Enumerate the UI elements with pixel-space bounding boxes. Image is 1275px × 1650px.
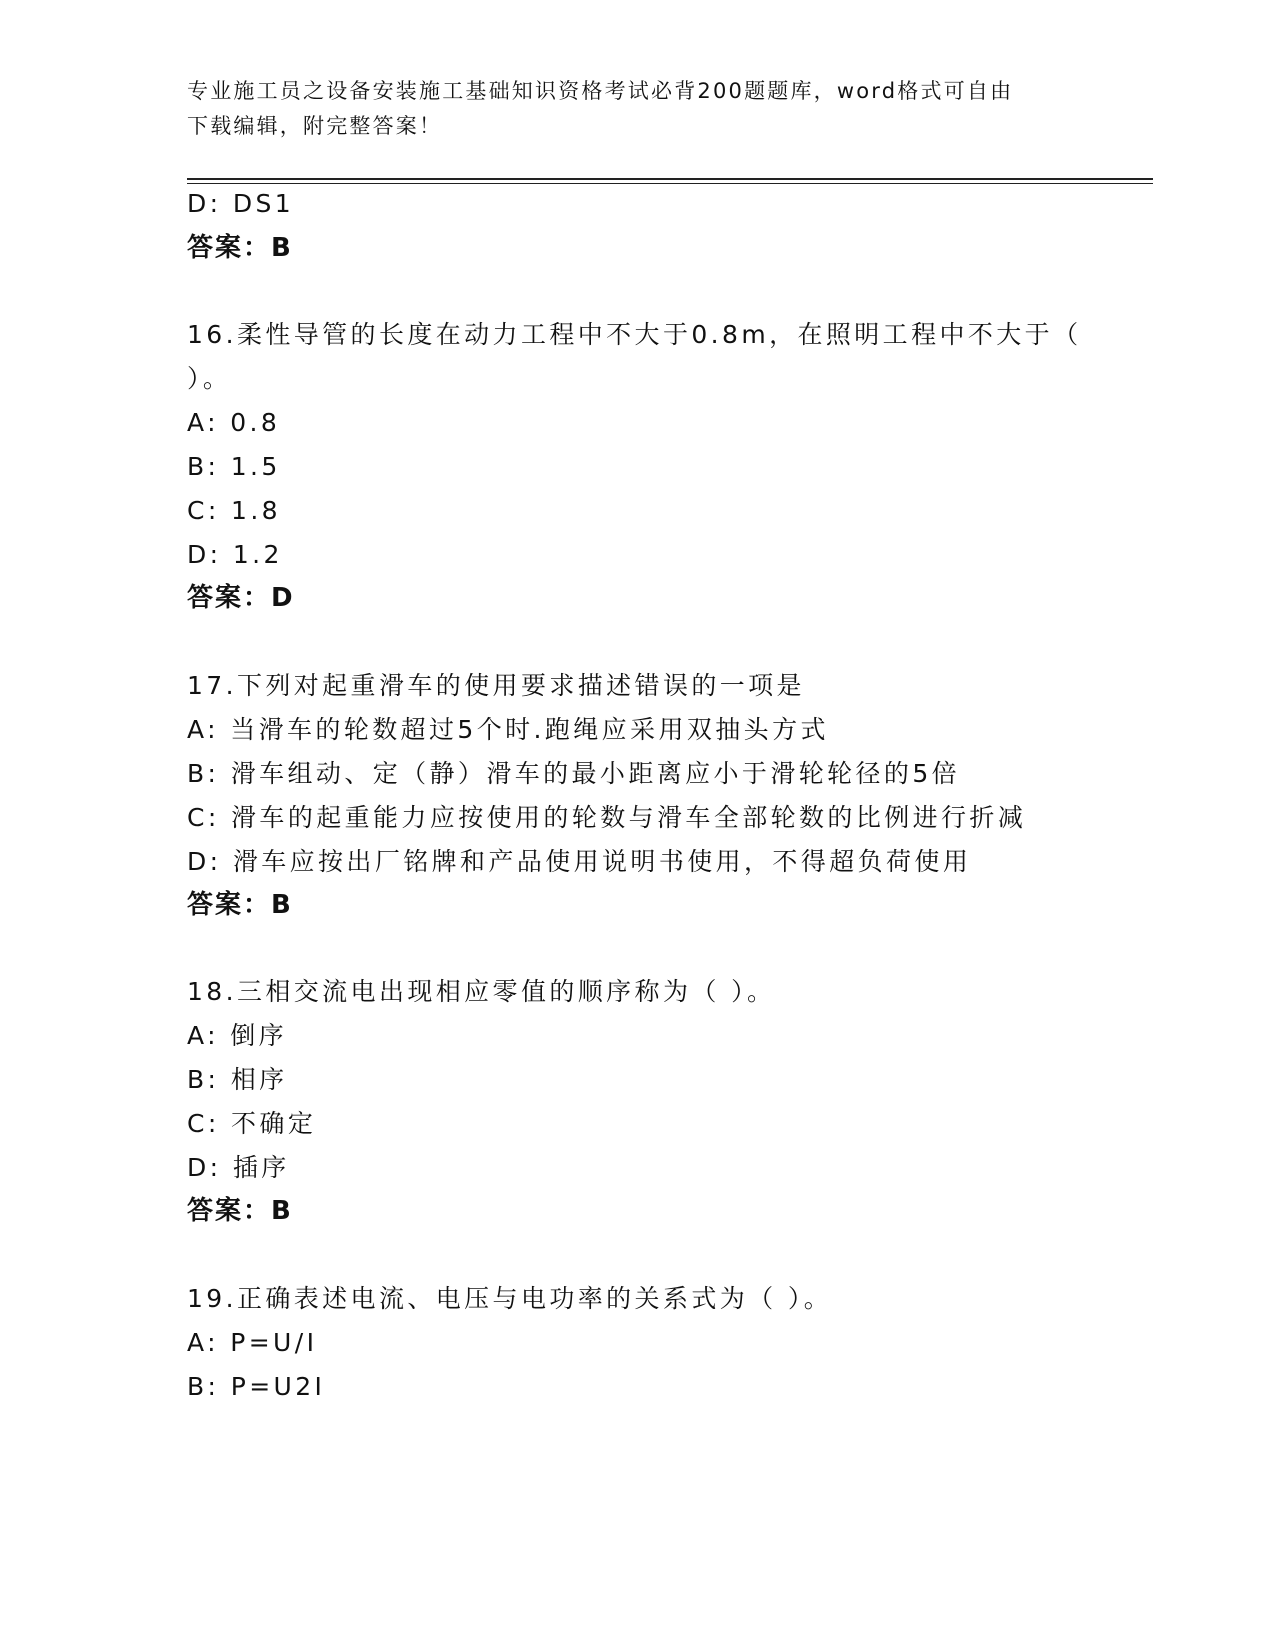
option-c: C: 不确定	[187, 1109, 317, 1138]
header-line-1: 专业施工员之设备安装施工基础知识资格考试必背200题题库，word格式可自由	[187, 79, 1014, 103]
page-header	[187, 74, 1087, 144]
prev-answer: 答案：B	[187, 233, 293, 263]
option-c: C: 滑车的起重能力应按使用的轮数与滑车全部轮数的比例进行折减	[187, 803, 1027, 832]
answer: 答案：D	[187, 583, 295, 613]
option-d: D: 滑车应按出厂铭牌和产品使用说明书使用，不得超负荷使用	[187, 847, 972, 876]
answer: 答案：B	[187, 890, 293, 920]
option-a: A: 0.8	[187, 408, 281, 437]
header-line-2: 下载编辑，附完整答案！	[187, 114, 443, 138]
option-d: D: 1.2	[187, 540, 283, 569]
question-stem: 18.三相交流电出现相应零值的顺序称为（ ）。	[187, 977, 776, 1006]
header-divider	[187, 178, 1153, 184]
prev-option-d: D: DS1	[187, 189, 295, 218]
option-a: A: P=U/I	[187, 1328, 318, 1357]
option-b: B: 1.5	[187, 452, 281, 481]
option-d: D: 插序	[187, 1153, 290, 1182]
option-b: B: P=U2I	[187, 1372, 326, 1401]
option-b: B: 相序	[187, 1065, 288, 1094]
option-c: C: 1.8	[187, 496, 281, 525]
question-stem: 16.柔性导管的长度在动力工程中不大于0.8m，在照明工程中不大于（	[187, 320, 1082, 349]
option-b: B: 滑车组动、定（静）滑车的最小距离应小于滑轮轮径的5倍	[187, 759, 961, 788]
option-a: A: 倒序	[187, 1021, 288, 1050]
question-stem: 17.下列对起重滑车的使用要求描述错误的一项是	[187, 671, 805, 700]
option-a: A: 当滑车的轮数超过5个时.跑绳应采用双抽头方式	[187, 715, 829, 744]
question-stem: 19.正确表述电流、电压与电功率的关系式为（ ）。	[187, 1284, 833, 1313]
question-stem-continued: ）。	[187, 364, 232, 393]
answer: 答案：B	[187, 1196, 293, 1226]
